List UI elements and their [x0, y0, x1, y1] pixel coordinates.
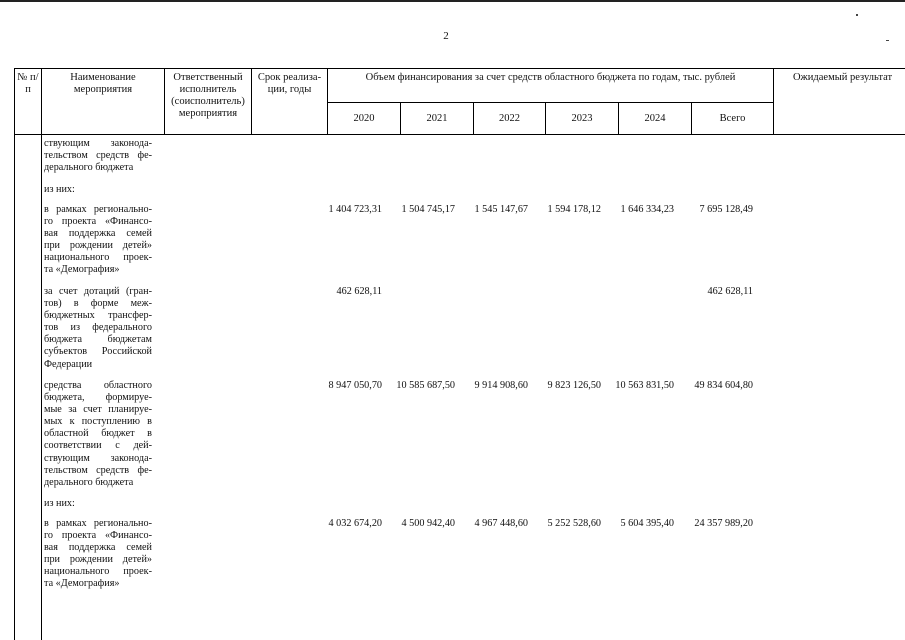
row-name-line: вая поддержка семей — [44, 542, 152, 554]
row-name-line: из них: — [44, 498, 75, 509]
row-value-2020: 1 404 723,31 — [328, 204, 382, 215]
row-name-line: бюджета, формируе- — [44, 392, 152, 404]
row-name-line: национального проек- — [44, 252, 152, 264]
row-value-2024: 1 646 334,23 — [620, 204, 674, 215]
row-name-line: Федерации — [44, 358, 93, 370]
row-name — [44, 204, 152, 277]
top-border-line — [0, 0, 905, 2]
header-year-2024: 2024 — [619, 103, 692, 135]
row-name-line: тельством средств фе- — [44, 464, 152, 476]
header-financing: Объем финансирования за счет средств областного бюджета по годам, тыс. рублей — [328, 69, 774, 103]
header-period: Срок реализа-ции, годы — [252, 69, 328, 135]
row-name-line: из них: — [44, 184, 75, 195]
row-name-line: тельством средств фе- — [44, 150, 152, 162]
row-name — [44, 518, 152, 591]
table-header — [14, 68, 905, 135]
row-name — [44, 498, 152, 510]
row-value-total: 49 834 604,80 — [694, 380, 753, 391]
row-value-2020: 4 032 674,20 — [328, 518, 382, 529]
row-name-line: в рамках регионально- — [44, 518, 152, 529]
row-name-line: субъектов Российской — [44, 346, 152, 358]
header-year-2021: 2021 — [401, 103, 474, 135]
header-year-2022: 2022 — [474, 103, 546, 135]
row-value-total: 462 628,11 — [707, 286, 753, 297]
row-value-total: 7 695 128,49 — [699, 204, 753, 215]
header-year-2020: 2020 — [328, 103, 401, 135]
table-body — [14, 134, 891, 640]
row-name-line: в рамках регионально- — [44, 204, 152, 215]
row-name-line: бюджета бюджетам — [44, 334, 152, 346]
row-value-2021: 4 500 942,40 — [401, 518, 455, 529]
row-name-line: дерального бюджета — [44, 476, 134, 488]
row-name-line: ствующим законода- — [44, 452, 152, 464]
row-value-2021: 1 504 745,17 — [401, 204, 455, 215]
row-name-line: бюджетных трансфер- — [44, 310, 152, 322]
row-name-line: средства областного — [44, 380, 152, 391]
row-name-line: ствующим законода- — [44, 138, 152, 149]
row-name-line: областной бюджет в — [44, 428, 152, 440]
scan-speck — [886, 40, 889, 41]
row-value-2023: 1 594 178,12 — [547, 204, 601, 215]
row-name-line: при рождении детей» — [44, 554, 152, 566]
row-value-2022: 1 545 147,67 — [474, 204, 528, 215]
column-rule — [41, 134, 42, 640]
row-value-2024: 10 563 831,50 — [615, 380, 674, 391]
row-name-line: при рождении детей» — [44, 240, 152, 252]
row-name-line: го проекта «Финансо- — [44, 530, 152, 542]
header-result: Ожидаемый результат — [774, 69, 905, 135]
row-value-2020: 8 947 050,70 — [328, 380, 382, 391]
page-number: 2 — [443, 30, 449, 42]
row-value-total: 24 357 989,20 — [694, 518, 753, 529]
header-total: Всего — [692, 103, 774, 135]
row-name — [44, 138, 152, 174]
row-name-line: соответствии с дей- — [44, 440, 152, 452]
header-executor: Ответственный исполнитель (соисполнитель) мероприятия — [165, 69, 252, 135]
row-value-2021: 10 585 687,50 — [396, 380, 455, 391]
row-name — [44, 380, 152, 489]
row-value-2024: 5 604 395,40 — [620, 518, 674, 529]
row-value-2022: 9 914 908,60 — [474, 380, 528, 391]
row-name-line: вая поддержка семей — [44, 228, 152, 240]
row-name-line: та «Демография» — [44, 578, 120, 590]
row-value-2023: 5 252 528,60 — [547, 518, 601, 529]
header-name: Наименование мероприятия — [42, 69, 165, 135]
row-name-line: мые за счет планируе- — [44, 404, 152, 416]
row-name-line: национального проек- — [44, 566, 152, 578]
row-name-line: мых к поступлению в — [44, 416, 152, 428]
header-year-2023: 2023 — [546, 103, 619, 135]
row-name-line: за счет дотаций (гран- — [44, 286, 152, 297]
header-num: № п/п — [15, 69, 42, 135]
row-name-line: дерального бюджета — [44, 162, 134, 174]
column-rule — [14, 134, 15, 640]
row-value-2022: 4 967 448,60 — [474, 518, 528, 529]
row-name-line: тов) в форме меж- — [44, 298, 152, 310]
row-name — [44, 184, 152, 196]
row-name-line: та «Демография» — [44, 264, 120, 276]
row-name-line: тов из федерального — [44, 322, 152, 334]
row-value-2023: 9 823 126,50 — [547, 380, 601, 391]
row-value-2020: 462 628,11 — [336, 286, 382, 297]
row-name-line: го проекта «Финансо- — [44, 216, 152, 228]
row-name — [44, 286, 152, 371]
scan-speck — [856, 14, 858, 16]
